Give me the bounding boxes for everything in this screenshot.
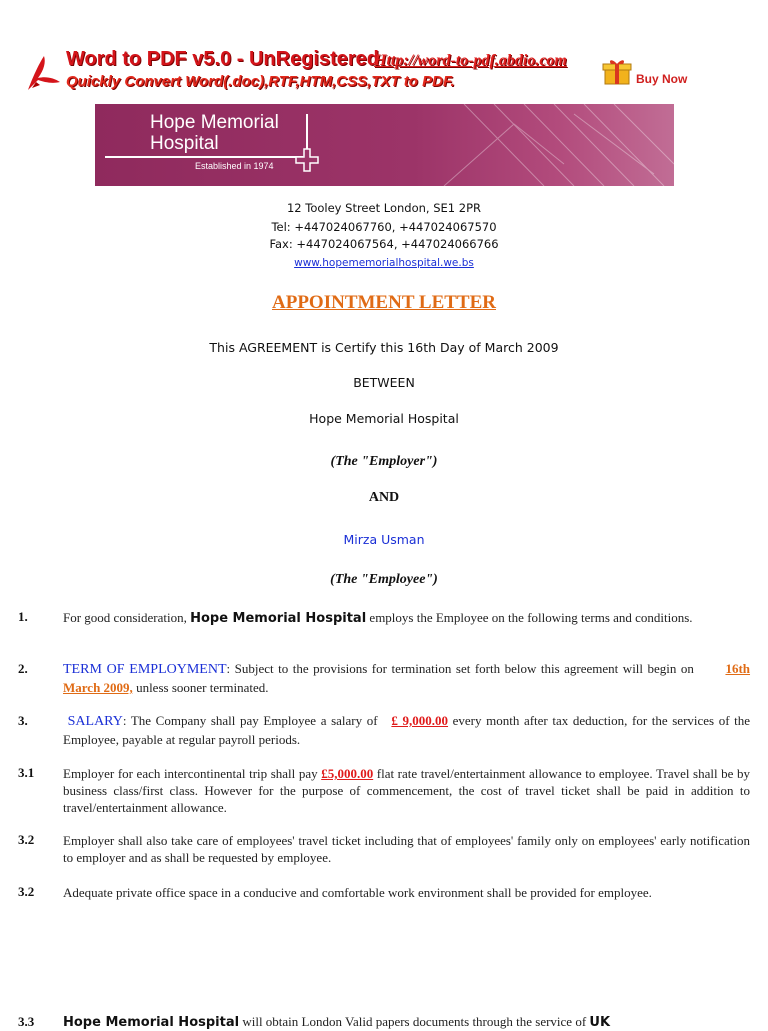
agreement-line: This AGREEMENT is Certify this 16th Day of March 2009 bbox=[209, 340, 559, 355]
clause-1-org: Hope Memorial Hospital bbox=[190, 611, 367, 626]
hospital-name-line1: Hope Memorial bbox=[150, 112, 279, 133]
clause-3-3-org: Hope Memorial Hospital bbox=[63, 1015, 240, 1030]
clause-3-number: 3. bbox=[18, 713, 28, 728]
clause-3-3-body: will obtain London Valid papers documents through the service of bbox=[239, 1014, 590, 1029]
and-label: AND bbox=[368, 490, 400, 505]
salary-label: SALARY bbox=[67, 714, 123, 729]
website-link[interactable]: www.hopememorialhospital.we.bs bbox=[294, 257, 474, 269]
address-website-row bbox=[0, 255, 768, 269]
clause-3-1-pre: Employer for each intercontinental trip shall pay bbox=[63, 766, 322, 781]
clause-3-1-number: 3.1 bbox=[18, 765, 35, 780]
allowance-amount: £5,000.00 bbox=[321, 766, 374, 781]
buy-now-button[interactable] bbox=[602, 52, 692, 92]
decorative-pattern bbox=[424, 104, 674, 186]
hospital-banner bbox=[95, 104, 674, 186]
employer-name: Hope Memorial Hospital bbox=[309, 411, 459, 426]
clause-3-3-number: 3.3 bbox=[18, 1014, 35, 1029]
address-tel: Tel: +447024067760, +447024067570 bbox=[271, 220, 497, 234]
gift-icon bbox=[602, 56, 632, 86]
watermark-tagline: Quickly Convert Word(.doc),RTF,HTM,CSS,TXT to PDF. bbox=[66, 73, 455, 90]
clause-3-3-text bbox=[63, 1013, 750, 1031]
clause-2-body: : Subject to the provisions for termination set forth below this agreement will begin on bbox=[226, 661, 699, 676]
buy-now-label: Buy Now bbox=[636, 72, 688, 86]
clause-3-2b-number: 3.2 bbox=[18, 884, 35, 899]
between-label: BETWEEN bbox=[353, 375, 415, 390]
hospital-name-line2: Hospital bbox=[150, 133, 219, 154]
clause-3-2a-number: 3.2 bbox=[18, 832, 35, 847]
clause-3-1-post: flat rate travel/entertainment allowance to employee. Travel shall be by business class/first class. However for the purpose of commencement, the cost of travel ticket shall be paid in addition to travel/entertainment allowance. bbox=[63, 766, 751, 815]
address-fax: Fax: +447024067564, +447024066766 bbox=[269, 237, 499, 251]
employer-role: (The "Employer") bbox=[330, 454, 438, 469]
salary-amount: £ 9,000.00 bbox=[391, 713, 449, 728]
clause-3-pre: : The Company shall pay Employee a salary of bbox=[122, 713, 383, 728]
watermark-title: Word to PDF v5.0 - UnRegistered bbox=[66, 48, 380, 70]
clause-1-pre: For good consideration, bbox=[63, 610, 191, 625]
hospital-logo-name bbox=[150, 112, 279, 154]
employee-role: (The "Employee") bbox=[330, 572, 438, 587]
clause-1-post: employs the Employee on the following terms and conditions. bbox=[366, 610, 693, 625]
clause-1-text bbox=[63, 609, 750, 627]
watermark-url-link[interactable]: Http://word-to-pdf.abdio.com bbox=[374, 52, 567, 69]
clause-3-post: every month after tax deduction, for the services of the Employee, payable at regular payroll periods. bbox=[63, 713, 751, 747]
logo-horizontal-rule bbox=[105, 156, 303, 158]
letter-title: APPOINTMENT LETTER bbox=[272, 292, 496, 313]
clause-3-3-tail: UK bbox=[589, 1015, 611, 1030]
employee-name: Mirza Usman bbox=[343, 532, 425, 547]
pdf-logo-icon bbox=[22, 52, 64, 94]
start-date: 16th March 2009, bbox=[63, 661, 751, 695]
clause-3-1-text bbox=[63, 765, 750, 816]
term-of-employment-label: TERM OF EMPLOYMENT bbox=[63, 662, 227, 677]
clause-3-2a-text: Employer shall also take care of employees' travel ticket including that of employees' family only on employees' early notification to employer and as shall be requested by employee. bbox=[63, 833, 750, 865]
established-text: Established in 1974 bbox=[195, 161, 274, 171]
watermark-banner bbox=[0, 0, 768, 100]
address-street: 12 Tooley Street London, SE1 2PR bbox=[286, 201, 481, 215]
clause-2-number: 2. bbox=[18, 661, 28, 676]
clause-3-text bbox=[63, 712, 750, 749]
medical-cross-icon bbox=[295, 148, 319, 172]
clause-2-text bbox=[63, 660, 750, 697]
clause-2-post: unless sooner terminated. bbox=[132, 680, 269, 695]
clause-3-2b-text: Adequate private office space in a conducive and comfortable work environment shall be provided for employee. bbox=[63, 885, 652, 900]
clause-1-number: 1. bbox=[18, 609, 28, 624]
